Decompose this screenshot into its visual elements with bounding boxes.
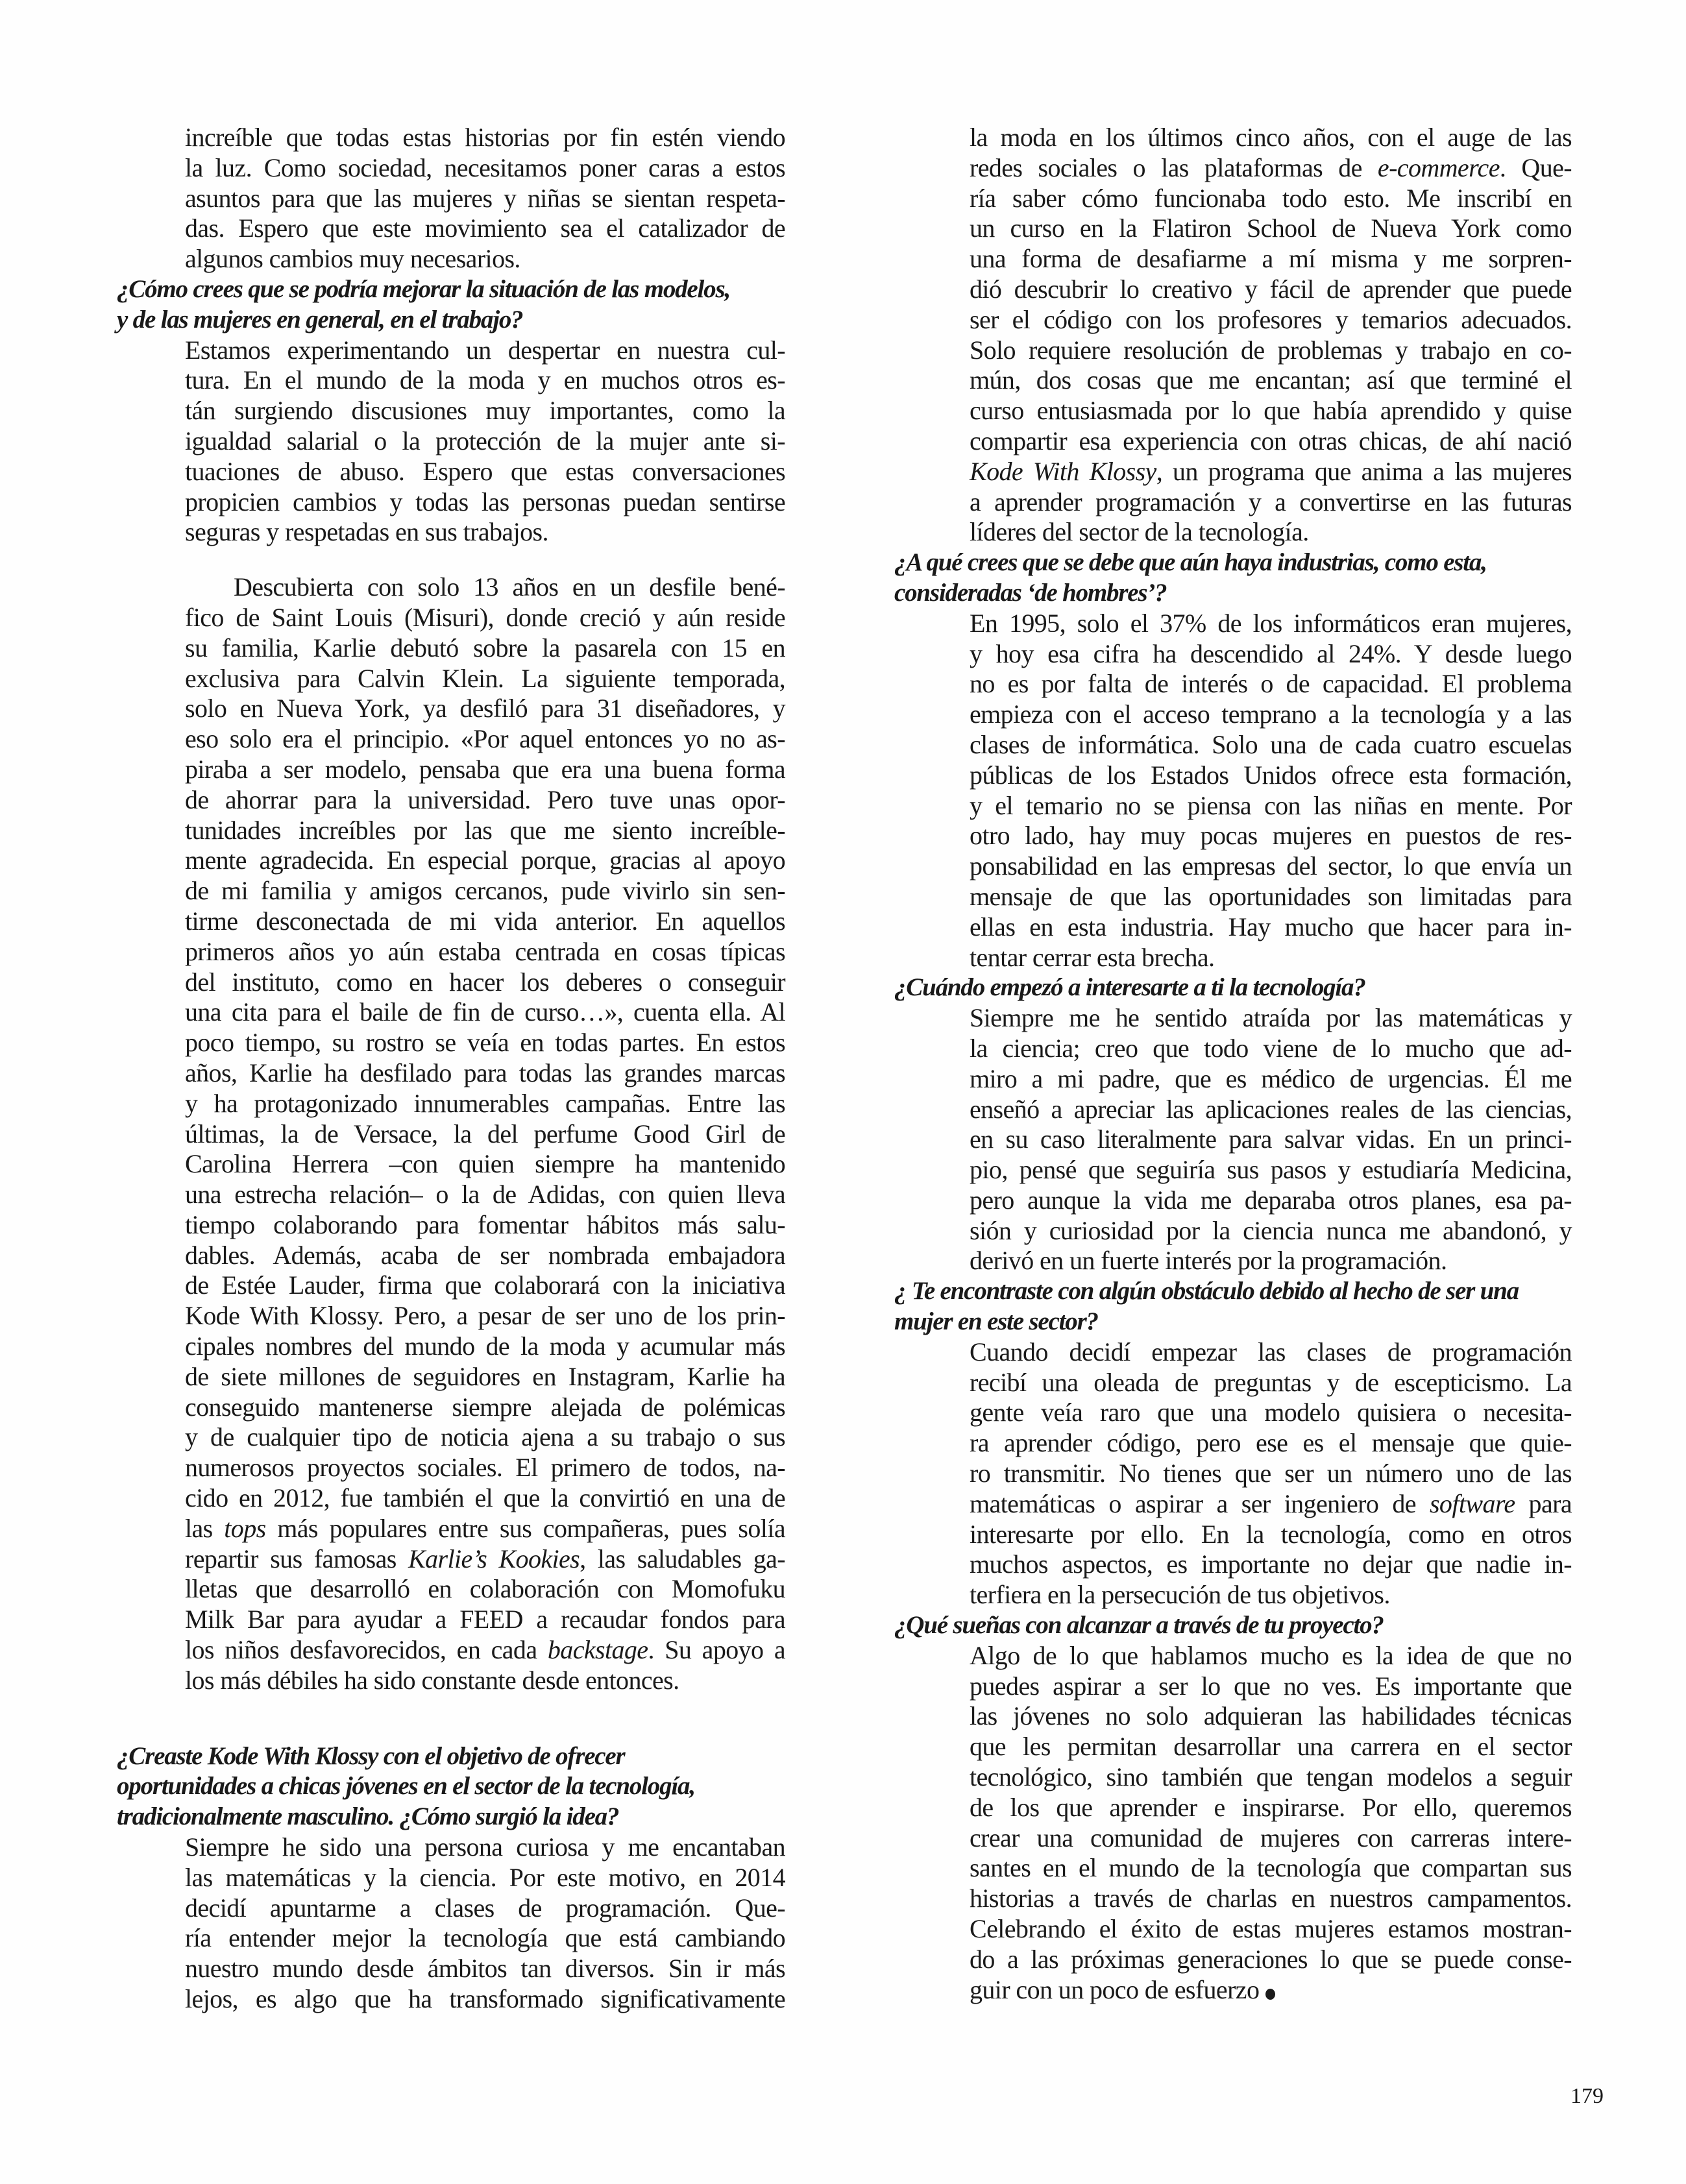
text-line: públicas de los Estados Unidos ofrece esta formación, — [970, 760, 1572, 790]
text-line: de Estée Lauder, firma que colaborará con la iniciativa — [185, 1270, 785, 1300]
text-line: otro lado, hay muy pocas mujeres en puestos de res- — [970, 821, 1572, 851]
text-segment: repartir sus famosas — [185, 1544, 409, 1573]
text-line: y ha protagonizado innumerables campañas. Entre las — [185, 1088, 785, 1118]
text-line: fico de Saint Louis (Misuri), donde creció y aún reside — [185, 602, 785, 632]
text-line: de mi familia y amigos cercanos, pude vivirlo sin sen- — [185, 876, 785, 906]
intro-answer-continuation — [117, 123, 785, 274]
text-line: Celebrando el éxito de estas mujeres estamos mostran- — [970, 1914, 1572, 1944]
section-spacer — [117, 548, 785, 572]
question-line: mujer en este sector? — [894, 1307, 1098, 1336]
text-line: ra aprender código, pero ese es el mensaje que quie- — [970, 1428, 1572, 1458]
question-male-industries — [894, 548, 1572, 609]
text-line: Kode With Klossy. Pero, a pesar de ser uno de los prin- — [185, 1301, 785, 1331]
text-line: del instituto, como en hacer los deberes o conseguir — [185, 967, 785, 997]
text-line: las jóvenes no solo adquieran las habilidades técnicas — [970, 1701, 1572, 1731]
text-line: empieza con el acceso temprano a la tecnología y a las — [970, 699, 1572, 729]
question-line: consideradas ‘de hombres’? — [894, 578, 1167, 607]
question-project-dreams — [894, 1610, 1572, 1641]
text-line: mún, dos cosas que me encantan; así que terminé el — [970, 365, 1572, 395]
text-line: pero aunque la vida me deparaba otros planes, esa pa- — [970, 1185, 1572, 1215]
text-line: conseguido mantenerse siempre alejada de polémicas — [185, 1392, 785, 1422]
answer-interest-in-technology — [894, 1003, 1572, 1276]
text-line: igualdad salarial o la protección de la mujer ante si- — [185, 426, 785, 455]
text-line: clases de informática. Solo una de cada cuatro escuelas — [970, 729, 1572, 759]
text-line — [970, 153, 1572, 184]
answer-kode-with-klossy-origin-continued — [894, 123, 1572, 548]
text-line: tirme desconectada de mi vida anterior. En aquellos — [185, 906, 785, 936]
question-line: ¿A qué crees que se debe que aún haya industrias, como esta, — [894, 548, 1487, 577]
text-line: dables. Además, acaba de ser nombrada embajadora — [185, 1240, 785, 1270]
left-column — [117, 123, 785, 2015]
text-line: Carolina Herrera –con quien siempre ha mantenido — [185, 1149, 785, 1179]
italic-term: tops — [224, 1513, 266, 1543]
text-line: muchos aspectos, es importante no dejar que nadie in- — [970, 1549, 1572, 1579]
text-segment: . Que- — [1499, 152, 1572, 182]
answer-obstacles-as-woman — [894, 1337, 1572, 1610]
text-line: la moda en los últimos cinco años, con el auge de las — [970, 123, 1572, 152]
text-segment: , las saludables ga- — [580, 1544, 785, 1573]
text-line: no es por falta de interés o de capacidad. El problema — [970, 669, 1572, 699]
text-segment: matemáticas o aspirar a ser ingeniero de — [970, 1488, 1430, 1518]
text-segment: más populares entre sus compañeras, pues solía — [265, 1513, 785, 1543]
text-line: ría saber cómo funcionaba todo esto. Me inscribí en — [970, 183, 1572, 213]
text-line — [185, 1514, 785, 1544]
question-line: y de las mujeres en general, en el trabajo? — [117, 305, 523, 334]
text-line: puedes aspirar a ser lo que no ves. Es importante que — [970, 1671, 1572, 1701]
question-line: tradicionalmente masculino. ¿Cómo surgió la idea? — [117, 1802, 619, 1831]
text-line: exclusiva para Calvin Klein. La siguiente temporada, — [185, 663, 785, 693]
text-line: tentar cerrar esta brecha. — [970, 942, 1215, 972]
question-interest-in-technology — [894, 973, 1572, 1003]
text-line: años, Karlie ha desfilado para todas las grandes marcas — [185, 1058, 785, 1087]
text-line: tecnológico, sino también que tengan modelos a seguir — [970, 1762, 1572, 1792]
italic-term: backstage — [547, 1635, 648, 1665]
text-line: En 1995, solo el 37% de los informáticos eran mujeres, — [970, 608, 1572, 638]
text-line: una forma de desafiarme a mí misma y me sorpren- — [970, 244, 1572, 274]
text-segment: las — [185, 1513, 225, 1543]
text-line: interesarte por ello. En la tecnología, como en otros — [970, 1519, 1572, 1549]
text-line: terfiera en la persecución de tus objetivos. — [970, 1580, 1390, 1610]
question-obstacles-as-woman — [894, 1276, 1572, 1337]
narrative-biography — [117, 572, 785, 1695]
text-line: Siempre he sido una persona curiosa y me encantaban — [185, 1832, 785, 1862]
text-line: Milk Bar para ayudar a FEED a recaudar fondos para — [185, 1605, 785, 1634]
text-line: sión y curiosidad por la ciencia nunca me abandonó, y — [970, 1215, 1572, 1245]
text-line: solo en Nueva York, ya desfiló para 31 diseñadores, y — [185, 694, 785, 723]
answer-improve-situation — [117, 335, 785, 548]
page-number: 179 — [1570, 2084, 1604, 2108]
text-line: seguras y respetadas en sus trabajos. — [185, 517, 548, 547]
text-line: y hoy esa cifra ha descendido al 24%. Y desde luego — [970, 638, 1572, 668]
text-line: miro a mi padre, que es médico de urgencias. Él me — [970, 1063, 1572, 1093]
text-line: enseñó a apreciar las aplicaciones reales de las ciencias, — [970, 1094, 1572, 1124]
text-line: piraba a ser modelo, pensaba que era una buena forma — [185, 754, 785, 784]
right-column — [894, 123, 1572, 2005]
text-line: Estamos experimentando un despertar en nuestra cul- — [185, 335, 785, 365]
text-line: los más débiles ha sido constante desde entonces. — [185, 1665, 679, 1695]
text-line: algunos cambios muy necesarios. — [185, 244, 520, 274]
text-line: santes en el mundo de la tecnología que compartan sus — [970, 1853, 1572, 1883]
text-line: asuntos para que las mujeres y niñas se sientan respeta- — [185, 183, 785, 213]
text-line: Siempre me he sentido atraída por las matemáticas y — [970, 1003, 1572, 1033]
italic-term: Kode With Klossy — [970, 456, 1156, 486]
text-line: una cita para el baile de fin de curso…», cuenta ella. Al — [185, 997, 785, 1027]
section-spacer — [117, 1696, 785, 1741]
text-line: líderes del sector de la tecnología. — [970, 517, 1309, 547]
text-line — [185, 1635, 785, 1666]
text-segment: , un programa que anima a las mujeres — [1156, 456, 1572, 486]
text-line: de los que aprender e inspirarse. Por ello, queremos — [970, 1792, 1572, 1822]
text-line: poco tiempo, su rostro se veía en todas partes. En estos — [185, 1028, 785, 1058]
text-line: dió descubrir lo creativo y fácil de aprender que puede — [970, 274, 1572, 304]
text-line — [970, 1489, 1572, 1520]
text-line: cido en 2012, fue también el que la convirtió en una de — [185, 1483, 785, 1513]
text-line: tán surgiendo discusiones muy importantes, como la — [185, 396, 785, 426]
text-line: lejos, es algo que ha transformado significativamente — [185, 1984, 785, 2014]
text-line: las matemáticas y la ciencia. Por este motivo, en 2014 — [185, 1862, 785, 1892]
italic-term: Karlie’s Kookies — [408, 1544, 580, 1573]
text-line: un curso en la Flatiron School de Nueva York como — [970, 213, 1572, 243]
text-line: ponsabilidad en las empresas del sector, lo que envía un — [970, 851, 1572, 881]
text-line: nuestro mundo desde ámbitos tan diversos. Sin ir más — [185, 1954, 785, 1984]
text-line: que les permitan desarrollar una carrera en el sector — [970, 1732, 1572, 1762]
text-line: compartir esa experiencia con otras chicas, de ahí nació — [970, 426, 1572, 455]
text-line: tura. En el mundo de la moda y en muchos otros es- — [185, 365, 785, 395]
text-line: Algo de lo que hablamos mucho es la idea de que no — [970, 1640, 1572, 1670]
text-line: tiempo colaborando para fomentar hábitos más salu- — [185, 1209, 785, 1239]
question-line: ¿ Te encontraste con algún obstáculo debido al hecho de ser una — [894, 1277, 1519, 1305]
text-line: la ciencia; creo que todo viene de lo mucho que ad- — [970, 1033, 1572, 1063]
text-line: increíble que todas estas historias por fin estén viendo — [185, 123, 785, 152]
text-line: Cuando decidí empezar las clases de programación — [970, 1337, 1572, 1366]
text-line: Descubierta con solo 13 años en un desfile bené- — [234, 572, 785, 602]
text-line: de siete millones de seguidores en Instagram, Karlie ha — [185, 1361, 785, 1391]
text-line: a aprender programación y a convertirse en las futuras — [970, 487, 1572, 516]
text-line: propicien cambios y todas las personas puedan sentirse — [185, 487, 785, 516]
italic-term: e-commerce — [1377, 152, 1500, 182]
text-line: últimas, la de Versace, la del perfume Good Girl de — [185, 1119, 785, 1148]
text-line: das. Espero que este movimiento sea el catalizador de — [185, 213, 785, 243]
text-line: su familia, Karlie debutó sobre la pasarela con 15 en — [185, 633, 785, 662]
end-of-article-dot-icon — [1265, 1989, 1275, 2000]
answer-project-dreams — [894, 1641, 1572, 2006]
text-line: mensaje de que las oportunidades son limitadas para — [970, 881, 1572, 911]
text-line: ser el código con los profesores y temarios adecuados. — [970, 304, 1572, 334]
text-line: primeros años yo aún estaba centrada en cosas típicas — [185, 936, 785, 966]
text-line: eso solo era el principio. «Por aquel entonces yo no as- — [185, 724, 785, 754]
text-line: tuaciones de abuso. Espero que estas conversaciones — [185, 456, 785, 486]
text-line: numerosos proyectos sociales. El primero de todos, na- — [185, 1453, 785, 1483]
text-line: historias a través de charlas en nuestros campamentos. — [970, 1884, 1572, 1913]
text-line: recibí una oleada de preguntas y de escepticismo. La — [970, 1367, 1572, 1397]
text-line: crear una comunidad de mujeres con carreras intere- — [970, 1823, 1572, 1852]
text-line: y el temario no se piensa con las niñas en mente. Por — [970, 790, 1572, 820]
text-segment: . Su apoyo a — [648, 1635, 785, 1665]
text-line: cipales nombres del mundo de la moda y acumular más — [185, 1331, 785, 1361]
text-line: curso entusiasmada por lo que había aprendido y quise — [970, 396, 1572, 426]
text-line: guir con un poco de esfuerzo — [970, 1975, 1572, 2006]
answer-male-industries — [894, 609, 1572, 973]
text-line: Solo requiere resolución de problemas y trabajo en co- — [970, 335, 1572, 365]
question-line: ¿Cómo crees que se podría mejorar la situación de las modelos, — [117, 274, 731, 303]
text-line — [185, 1544, 785, 1575]
question-line: ¿Creaste Kode With Klossy con el objetivo de ofrecer — [117, 1741, 625, 1770]
text-line: y de cualquier tipo de noticia ajena a su trabajo o sus — [185, 1422, 785, 1452]
question-improve-situation — [117, 274, 785, 335]
text-line: la luz. Como sociedad, necesitamos poner caras a estos — [185, 152, 785, 182]
question-line: oportunidades a chicas jóvenes en el sector de la tecnología, — [117, 1772, 695, 1801]
text-line: ro transmitir. No tienes que ser un número uno de las — [970, 1459, 1572, 1488]
text-line: una estrecha relación– o la de Adidas, con quien lleva — [185, 1180, 785, 1209]
text-line — [970, 457, 1572, 487]
text-line: ría entender mejor la tecnología que está cambiando — [185, 1923, 785, 1953]
text-line: de ahorrar para la universidad. Pero tuve unas opor- — [185, 784, 785, 814]
text-line: pio, pensé que seguiría sus pasos y estudiaría Medicina, — [970, 1155, 1572, 1185]
question-line: ¿Cuándo empezó a interesarte a ti la tecnología? — [894, 973, 1365, 1002]
text-line: do a las próximas generaciones lo que se puede conse- — [970, 1944, 1572, 1974]
text-segment: para — [1515, 1488, 1572, 1518]
text-segment: los niños desfavorecidos, en cada — [185, 1635, 548, 1665]
italic-term: software — [1429, 1488, 1515, 1518]
answer-kode-with-klossy-origin — [117, 1832, 785, 2015]
text-line: decidí apuntarme a clases de programación. Que- — [185, 1893, 785, 1923]
question-kode-with-klossy-origin — [117, 1741, 785, 1832]
question-line: ¿Qué sueñas con alcanzar a través de tu proyecto? — [894, 1611, 1384, 1640]
text-line: en su caso literalmente para salvar vidas. En un princi- — [970, 1124, 1572, 1154]
text-line: ellas en esta industria. Hay mucho que hacer para in- — [970, 912, 1572, 941]
text-line: gente veía raro que una modelo quisiera o necesita- — [970, 1398, 1572, 1427]
text-line: derivó en un fuerte interés por la programación. — [970, 1246, 1447, 1276]
text-segment: redes sociales o las plataformas de — [970, 152, 1378, 182]
text-line: lletas que desarrolló en colaboración con Momofuku — [185, 1574, 785, 1604]
text-line: mente agradecida. En especial porque, gracias al apoyo — [185, 845, 785, 875]
text-line: tunidades increíbles por las que me siento increíble- — [185, 815, 785, 845]
